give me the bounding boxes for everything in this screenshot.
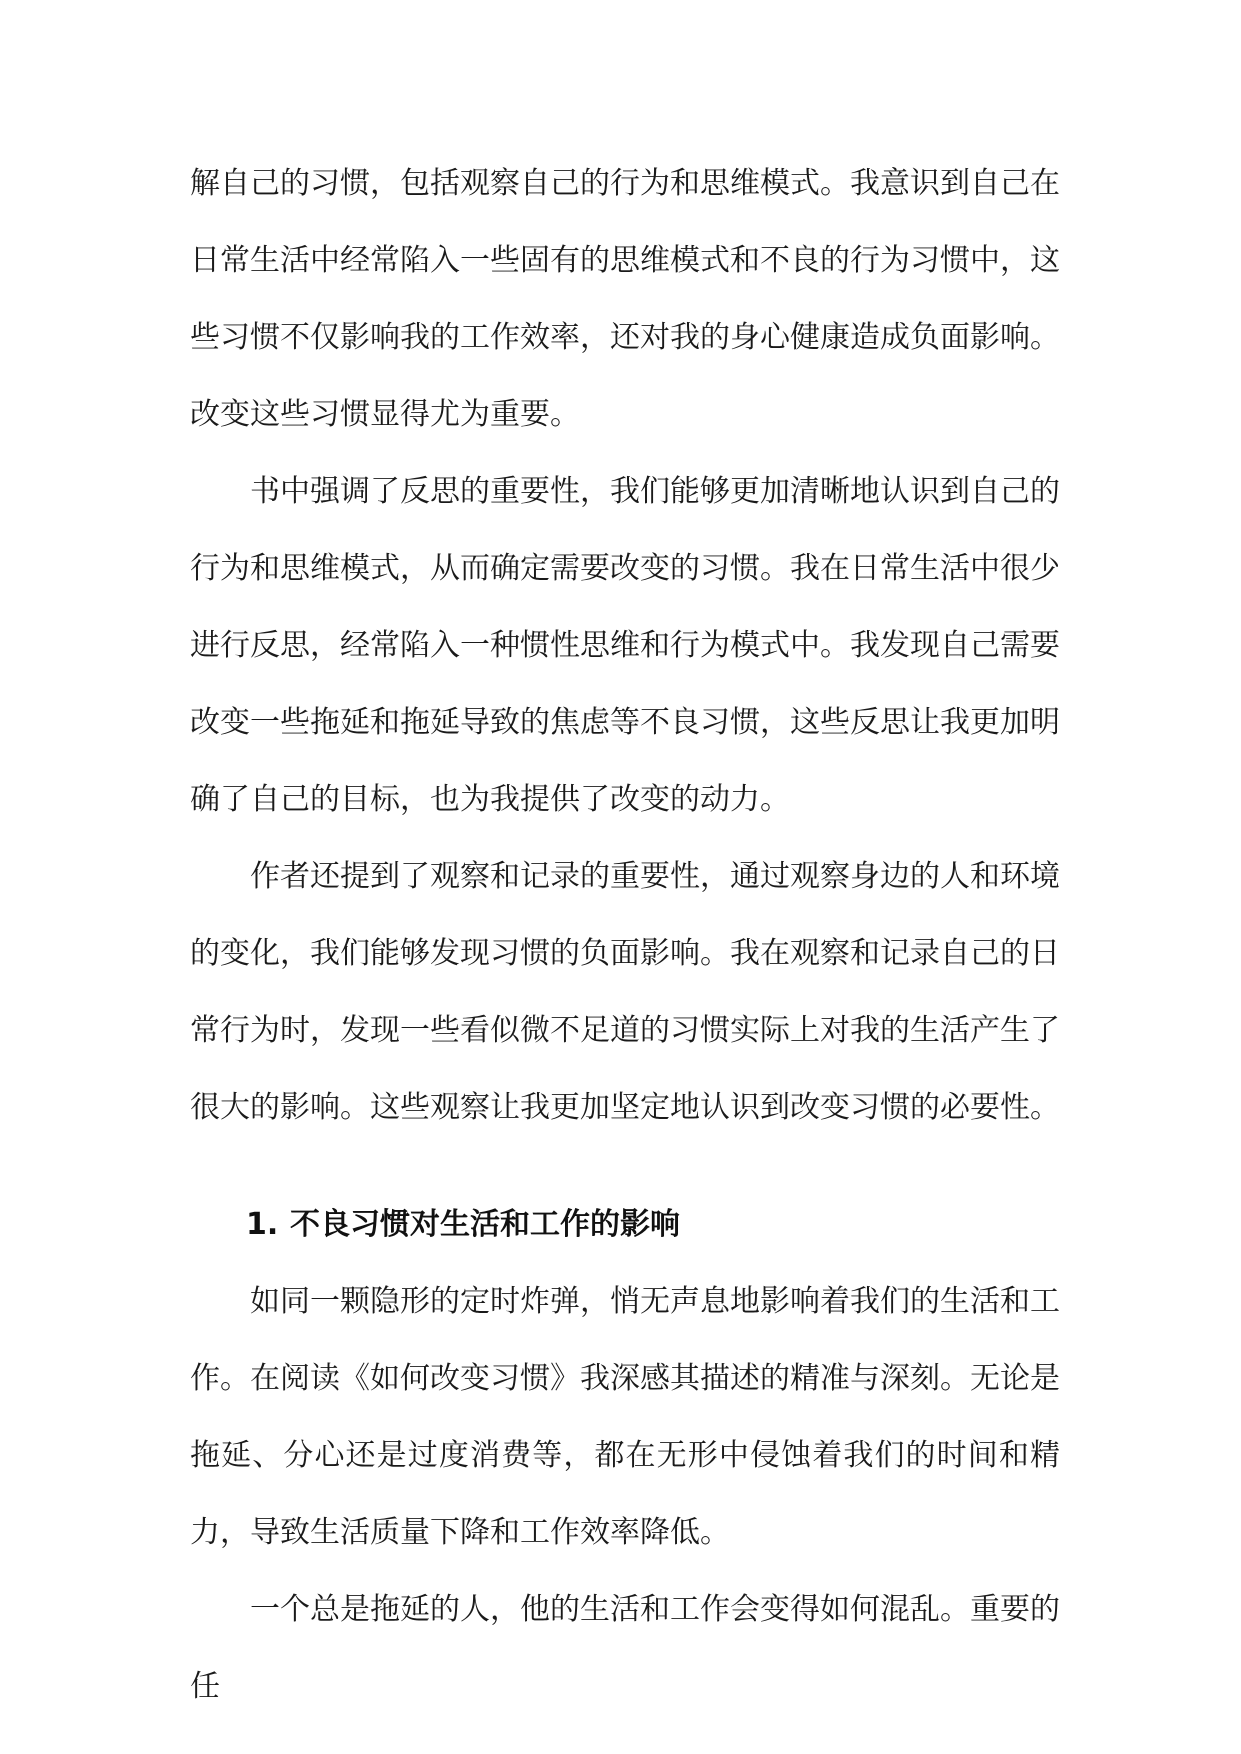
section-heading	[190, 1186, 1060, 1263]
paragraph-1: 解自己的习惯，包括观察自己的行为和思维模式。我意识到自己在日常生活中经常陷入一些固有的思维模式和不良的行为习惯中，这些习惯不仅影响我的工作效率，还对我的身心健康造成负面影响。改变这些习惯显得尤为重要。	[190, 166, 1060, 432]
section-title: 不良习惯对生活和工作的影响	[290, 1207, 680, 1242]
paragraph-2: 书中强调了反思的重要性，我们能够更加清晰地认识到自己的行为和思维模式，从而确定需要改变的习惯。我在日常生活中很少进行反思，经常陷入一种惯性思维和行为模式中。我发现自己需要改变一些拖延和拖延导致的焦虑等不良习惯，这些反思让我更加明确了自己的目标，也为我提供了改变的动力。	[190, 474, 1060, 817]
section-number: 1.	[246, 1207, 279, 1242]
paragraph-5: 一个总是拖延的人，他的生活和工作会变得如何混乱。重要的任	[190, 1592, 1060, 1704]
document-body	[190, 145, 1060, 1725]
paragraph-4: 如同一颗隐形的定时炸弹，悄无声息地影响着我们的生活和工作。在阅读《如何改变习惯》我深感其描述的精准与深刻。无论是拖延、分心还是过度消费等，都在无形中侵蚀着我们的时间和精力，导致生活质量下降和工作效率降低。	[190, 1284, 1060, 1550]
paragraph-3: 作者还提到了观察和记录的重要性，通过观察身边的人和环境的变化，我们能够发现习惯的负面影响。我在观察和记录自己的日常行为时，发现一些看似微不足道的习惯实际上对我的生活产生了很大的影响。这些观察让我更加坚定地认识到改变习惯的必要性。	[190, 859, 1060, 1125]
